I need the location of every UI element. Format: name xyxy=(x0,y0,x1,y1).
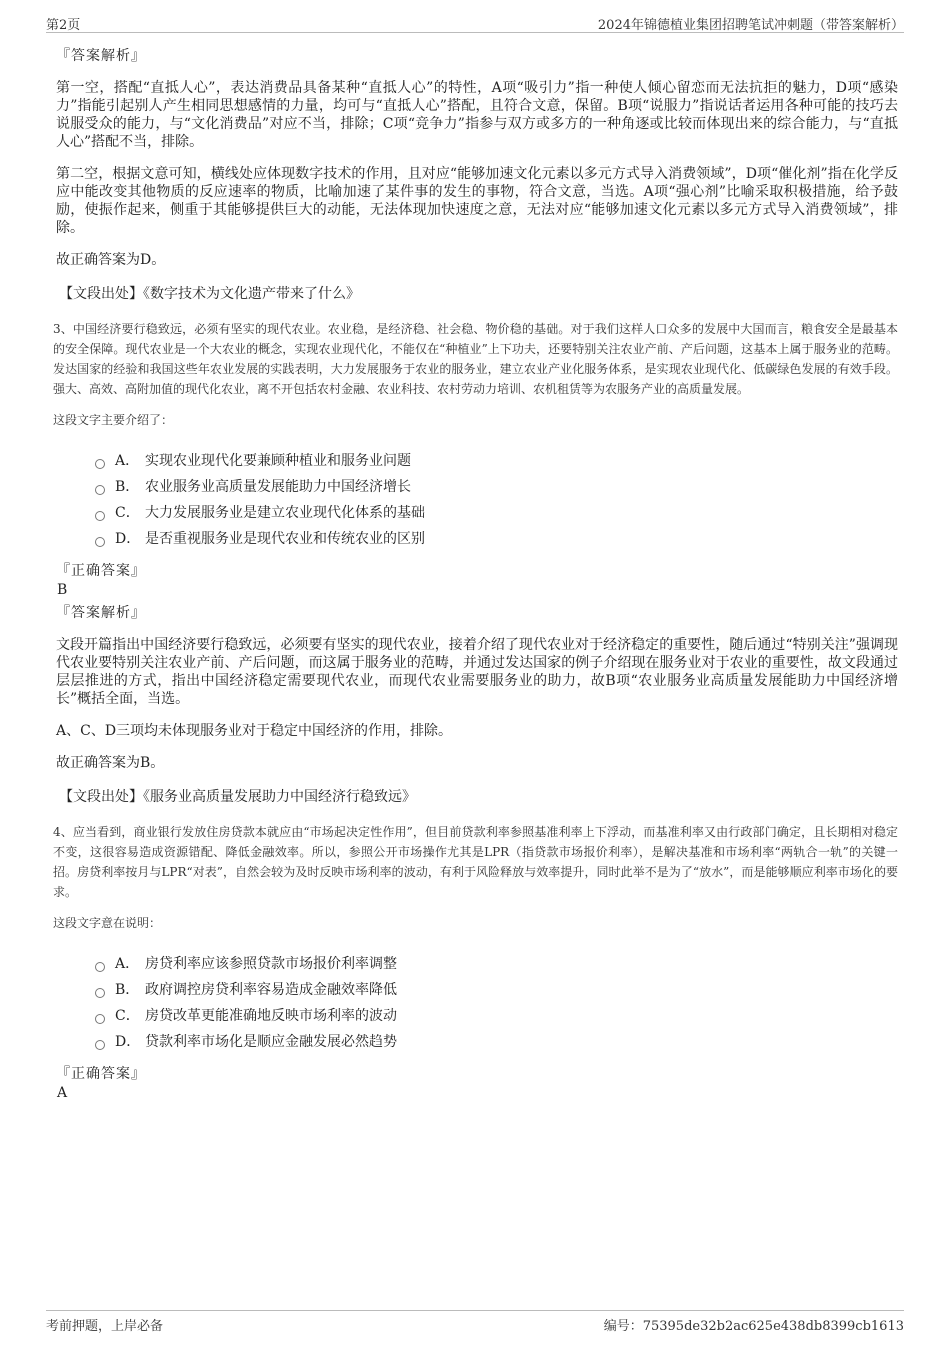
document-title: 2024年锦德植业集团招聘笔试冲刺题（带答案解析） xyxy=(597,18,904,33)
radio-icon[interactable] xyxy=(95,485,105,495)
option-d[interactable] xyxy=(95,526,898,552)
correct-answer-heading: 『正确答案』 xyxy=(56,563,146,579)
option-text: 政府调控房贷利率容易造成金融效率降低 xyxy=(145,982,397,998)
analysis-heading: 『答案解析』 xyxy=(56,48,146,64)
option-b[interactable] xyxy=(95,977,898,1003)
radio-icon[interactable] xyxy=(95,537,105,547)
option-text: 房贷利率应该参照贷款市场报价利率调整 xyxy=(145,956,397,972)
correct-answer-value: B xyxy=(57,582,68,598)
radio-icon[interactable] xyxy=(95,962,105,972)
page-content xyxy=(53,45,898,1105)
analysis-paragraph: 第一空，搭配“直抵人心”，表达消费品具备某种“直抵人心”的特性，A项“吸引力”指一种使人倾心留恋而无法抗拒的魅力，D项“感染力”指能引起别人产生相同思想感情的力量，均可与“直抵人心”搭配，且符合文意，保留。B项“说服力”指说话者运用各种可能的技巧去说服受众的能力，与“文化消费品”对应不当，排除；C项“竞争力”指参与双方或多方的一种角逐或比较而体现出来的综合能力，与“直抵人心”搭配不当，排除。 xyxy=(56,80,898,150)
question-text: 4、应当看到，商业银行发放住房贷款本就应由“市场起决定性作用”，但目前贷款利率参照基准利率上下浮动，而基准利率又由行政部门确定，且长期相对稳定不变，这很容易造成资源错配、降低金融效率。所以，参照公开市场操作尤其是LPR（指贷款市场报价利率），是解决基准和市场利率“两轨合一轨”的关键一招。房贷利率按月与LPR“对表”，自然会较为及时反映市场利率的波动，有利于风险释放与效率提升，同时此举不是为了“放水”，而是能够顺应利率市场化的要求。 xyxy=(53,825,898,899)
analysis-paragraph: 文段开篇指出中国经济要行稳致远，必须要有坚实的现代农业，接着介绍了现代农业对于经济稳定的重要性，随后通过“特别关注”强调现代农业要特别关注农业产前、产后问题，而这属于服务业的范畴，并通过发达国家的例子介绍现在服务业对于农业的重要性，故文段通过层层推进的方式，指出中国经济稳定需要现代农业，而现代农业需要服务业的助力，故B项“农业服务业高质量发展能助力中国经济增长”概括全面，当选。 xyxy=(56,637,898,707)
option-c[interactable] xyxy=(95,500,898,526)
option-letter: C． xyxy=(115,1008,140,1024)
page-number: 第2页 xyxy=(46,18,81,33)
option-text: 农业服务业高质量发展能助力中国经济增长 xyxy=(145,479,411,495)
question-text: 3、中国经济要行稳致远，必须有坚实的现代农业。农业稳，是经济稳、社会稳、物价稳的基础。对于我们这样人口众多的发展中大国而言，粮食安全是最基本的安全保障。现代农业是一个大农业的概念，实现农业现代化，不能仅在“种植业”上下功夫，还要特别关注农业产前、产后问题，这基本上属于服务业的范畴。发达国家的经验和我国这些年农业发展的实践表明，大力发展服务于农业的服务业，建立农业产业化服务体系，是实现农业现代化、低碳绿色发展的有效手段。强大、高效、高附加值的现代化农业，离不开包括农村金融、农业科技、农村劳动力培训、农机租赁等为农服务产业的高质量发展。 xyxy=(53,322,898,396)
option-a[interactable] xyxy=(95,951,898,977)
option-d[interactable] xyxy=(95,1029,898,1055)
analysis-heading: 『答案解析』 xyxy=(56,605,146,621)
option-text: 是否重视服务业是现代农业和传统农业的区别 xyxy=(145,531,425,547)
question-prompt: 这段文字主要介绍了： xyxy=(53,413,174,427)
analysis-paragraph: 第二空，根据文意可知，横线处应体现数字技术的作用，且对应“能够加速文化元素以多元方式导入消费领域”，D项“催化剂”指在化学反应中能改变其他物质的反应速率的物质，比喻加速了某件事的发生的事物，符合文意，当选。A项“强心剂”比喻采取积极措施，给予鼓励，使振作起来，侧重于其能够提供巨大的动能，无法体现加快速度之意，无法对应“能够加速文化元素以多元方式导入消费领域”，排除。 xyxy=(56,166,898,236)
source-citation: 【文段出处】《服务业高质量发展助力中国经济行稳致远》 xyxy=(59,789,416,805)
radio-icon[interactable] xyxy=(95,511,105,521)
option-c[interactable] xyxy=(95,1003,898,1029)
option-letter: B． xyxy=(115,982,140,998)
radio-icon[interactable] xyxy=(95,1014,105,1024)
option-letter: C． xyxy=(115,505,140,521)
option-list xyxy=(95,448,898,552)
option-text: 大力发展服务业是建立农业现代化体系的基础 xyxy=(145,505,425,521)
option-letter: B． xyxy=(115,479,140,495)
option-text: 房贷改革更能准确地反映市场利率的波动 xyxy=(145,1008,397,1024)
page-header xyxy=(46,12,904,33)
option-letter: A． xyxy=(115,453,140,469)
option-text: 实现农业现代化要兼顾种植业和服务业问题 xyxy=(145,453,411,469)
option-letter: A． xyxy=(115,956,140,972)
radio-icon[interactable] xyxy=(95,459,105,469)
radio-icon[interactable] xyxy=(95,988,105,998)
question-prompt: 这段文字意在说明： xyxy=(53,916,162,930)
footer-slogan: 考前押题，上岸必备 xyxy=(46,1319,164,1334)
radio-icon[interactable] xyxy=(95,1040,105,1050)
option-letter: D． xyxy=(115,531,141,547)
answer-conclusion: 故正确答案为D。 xyxy=(56,252,166,268)
option-list xyxy=(95,951,898,1055)
option-text: 贷款利率市场化是顺应金融发展必然趋势 xyxy=(145,1034,397,1050)
correct-answer-value: A xyxy=(57,1085,68,1101)
correct-answer-heading: 『正确答案』 xyxy=(56,1066,146,1082)
page-footer xyxy=(46,1310,904,1334)
source-citation: 【文段出处】《数字技术为文化遗产带来了什么》 xyxy=(59,286,360,302)
answer-conclusion: 故正确答案为B。 xyxy=(56,755,165,771)
option-b[interactable] xyxy=(95,474,898,500)
document-code: 编号：75395de32b2ac625e438db8399cb1613 xyxy=(603,1319,904,1334)
analysis-paragraph: A、C、D三项均未体现服务业对于稳定中国经济的作用，排除。 xyxy=(56,723,453,739)
option-letter: D． xyxy=(115,1034,141,1050)
option-a[interactable] xyxy=(95,448,898,474)
